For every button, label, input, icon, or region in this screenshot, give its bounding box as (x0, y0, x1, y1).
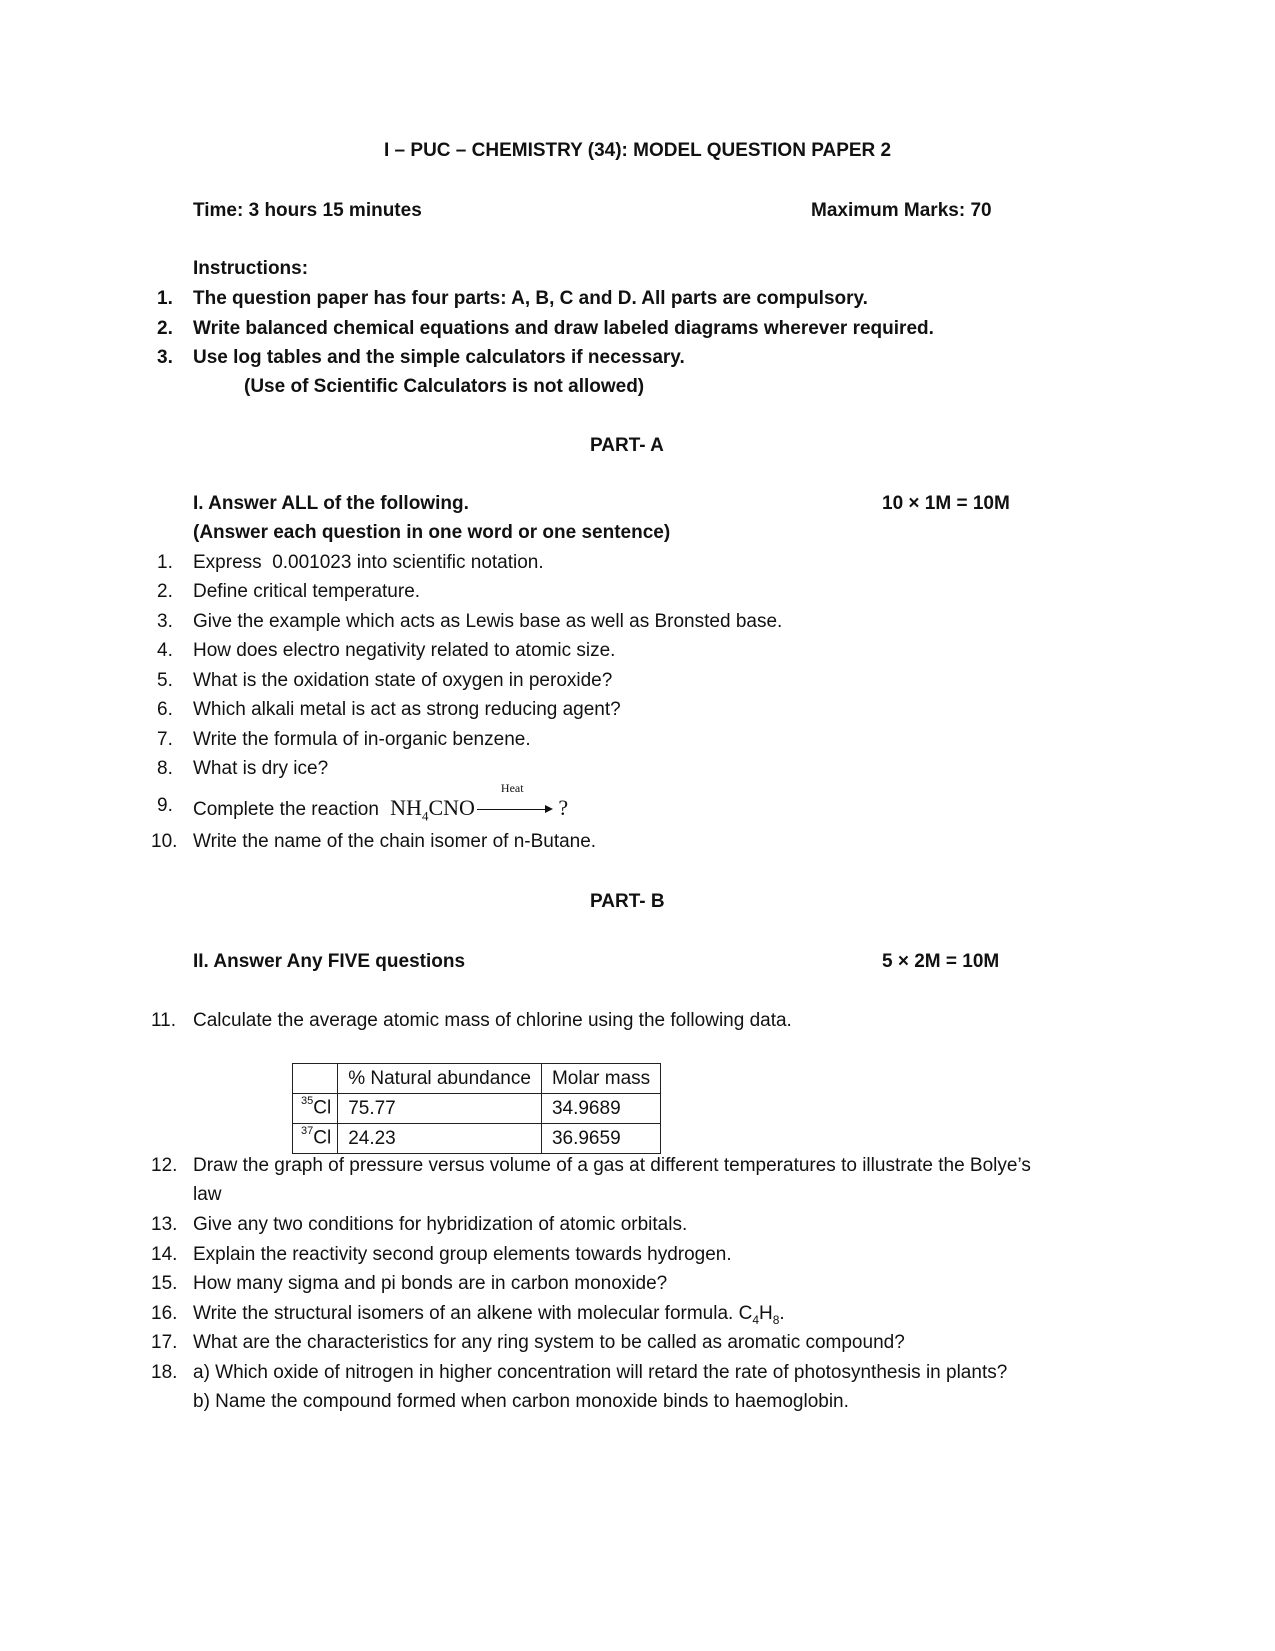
question-text: Write the formula of in-organic benzene. (193, 729, 531, 750)
table-header-cell: % Natural abundance (338, 1064, 542, 1094)
question-text: What are the characteristics for any ring system to be called as aromatic compound? (193, 1332, 905, 1353)
part-b-heading: PART- B (590, 891, 665, 912)
chlorine-isotope-table (292, 1063, 661, 1154)
question-text: Give the example which acts as Lewis base as well as Bronsted base. (193, 611, 783, 632)
question-text: What is dry ice? (193, 758, 329, 779)
question-text: Write the name of the chain isomer of n-Butane. (193, 831, 597, 852)
question-text: How many sigma and pi bonds are in carbon monoxide? (193, 1273, 668, 1294)
question-number: 9. (157, 795, 173, 816)
molar-mass-cell: 34.9689 (541, 1094, 660, 1124)
question-text: How does electro negativity related to atomic size. (193, 640, 616, 661)
arrow-label: Heat (500, 781, 524, 795)
instruction-text: The question paper has four parts: A, B, C and D. All parts are compulsory. (193, 288, 868, 309)
section-2-title: II. Answer Any FIVE questions (193, 951, 466, 972)
maximum-marks: Maximum Marks: 70 (811, 200, 992, 221)
instruction-number: 1. (157, 288, 173, 309)
element-symbol: Cl (313, 1097, 332, 1119)
question-number: 16. (151, 1303, 178, 1324)
instruction-number: 2. (157, 318, 173, 339)
question-text: What is the oxidation state of oxygen in peroxide? (193, 670, 613, 691)
table-header-row (293, 1064, 661, 1094)
instruction-text: Use log tables and the simple calculators if necessary. (193, 347, 685, 368)
question-text: Explain the reactivity second group elements towards hydrogen. (193, 1244, 732, 1265)
isotope-cell (293, 1094, 338, 1124)
question-text: Which alkali metal is act as strong reducing agent? (193, 699, 621, 720)
reaction-arrow (475, 781, 553, 821)
calculator-note: (Use of Scientific Calculators is not allowed) (244, 376, 645, 397)
reaction-product: ? (558, 795, 569, 820)
question-number: 4. (157, 640, 173, 661)
mass-number: 35 (301, 1095, 314, 1108)
reaction-equation (390, 781, 569, 824)
table-row (293, 1124, 661, 1154)
arrow-icon (477, 809, 551, 810)
question-text: Draw the graph of pressure versus volume of a gas at different temperatures to illustrate the Bolye’s (193, 1155, 1031, 1176)
page-title: I – PUC – CHEMISTRY (34): MODEL QUESTION PAPER 2 (384, 140, 892, 161)
instructions-heading: Instructions: (193, 258, 309, 279)
formula-element: H (759, 1303, 773, 1324)
question-18a: a) Which oxide of nitrogen in higher concentration will retard the rate of photosynthesis in plants? (193, 1362, 1008, 1383)
question-9 (193, 781, 569, 824)
question-text-continued: law (193, 1184, 222, 1205)
table-header-cell (293, 1064, 338, 1094)
part-a-heading: PART- A (590, 435, 664, 456)
mass-number: 37 (301, 1125, 314, 1138)
molar-mass-cell: 36.9659 (541, 1124, 660, 1154)
question-number: 3. (157, 611, 173, 632)
time-allowed: Time: 3 hours 15 minutes (193, 200, 422, 221)
question-text: Give any two conditions for hybridization of atomic orbitals. (193, 1214, 688, 1235)
question-number: 10. (151, 831, 178, 852)
question-number: 8. (157, 758, 173, 779)
formula-subscript: 4 (752, 1312, 759, 1327)
question-number: 18. (151, 1362, 178, 1383)
question-text: Write the structural isomers of an alkene with molecular formula. C (193, 1303, 753, 1324)
question-text: Express 0.001023 into scientific notation. (193, 552, 544, 573)
question-number: 11. (151, 1010, 177, 1031)
section-2-marks: 5 × 2M = 10M (882, 951, 1000, 972)
question-number: 1. (157, 552, 173, 573)
table-row (293, 1094, 661, 1124)
reactant-rest: CNO (428, 795, 475, 820)
question-number: 5. (157, 670, 173, 691)
abundance-cell: 75.77 (338, 1094, 542, 1124)
section-1-marks: 10 × 1M = 10M (882, 493, 1010, 514)
question-number: 12. (151, 1155, 178, 1176)
question-18b: b) Name the compound formed when carbon monoxide binds to haemoglobin. (193, 1391, 849, 1412)
question-number: 15. (151, 1273, 178, 1294)
question-number: 14. (151, 1244, 178, 1265)
question-text: Complete the reaction (193, 799, 385, 820)
question-number: 13. (151, 1214, 178, 1235)
reactant-subscript: 4 (421, 808, 429, 824)
question-number: 17. (151, 1332, 178, 1353)
section-1-title: I. Answer ALL of the following. (193, 493, 469, 514)
instruction-text: Write balanced chemical equations and draw labeled diagrams wherever required. (193, 318, 934, 339)
isotope-cell (293, 1124, 338, 1154)
question-text: Define critical temperature. (193, 581, 421, 602)
abundance-cell: 24.23 (338, 1124, 542, 1154)
element-symbol: Cl (313, 1127, 332, 1149)
question-16 (193, 1303, 785, 1327)
question-number: 7. (157, 729, 173, 750)
table-header-cell: Molar mass (541, 1064, 660, 1094)
instruction-number: 3. (157, 347, 173, 368)
question-number: 2. (157, 581, 173, 602)
formula-subscript: 8 (772, 1312, 780, 1327)
question-text: Calculate the average atomic mass of chlorine using the following data. (193, 1010, 792, 1031)
reactant: NH (390, 795, 422, 820)
question-number: 6. (157, 699, 173, 720)
formula-end: . (779, 1303, 785, 1324)
section-1-note: (Answer each question in one word or one sentence) (193, 522, 671, 543)
